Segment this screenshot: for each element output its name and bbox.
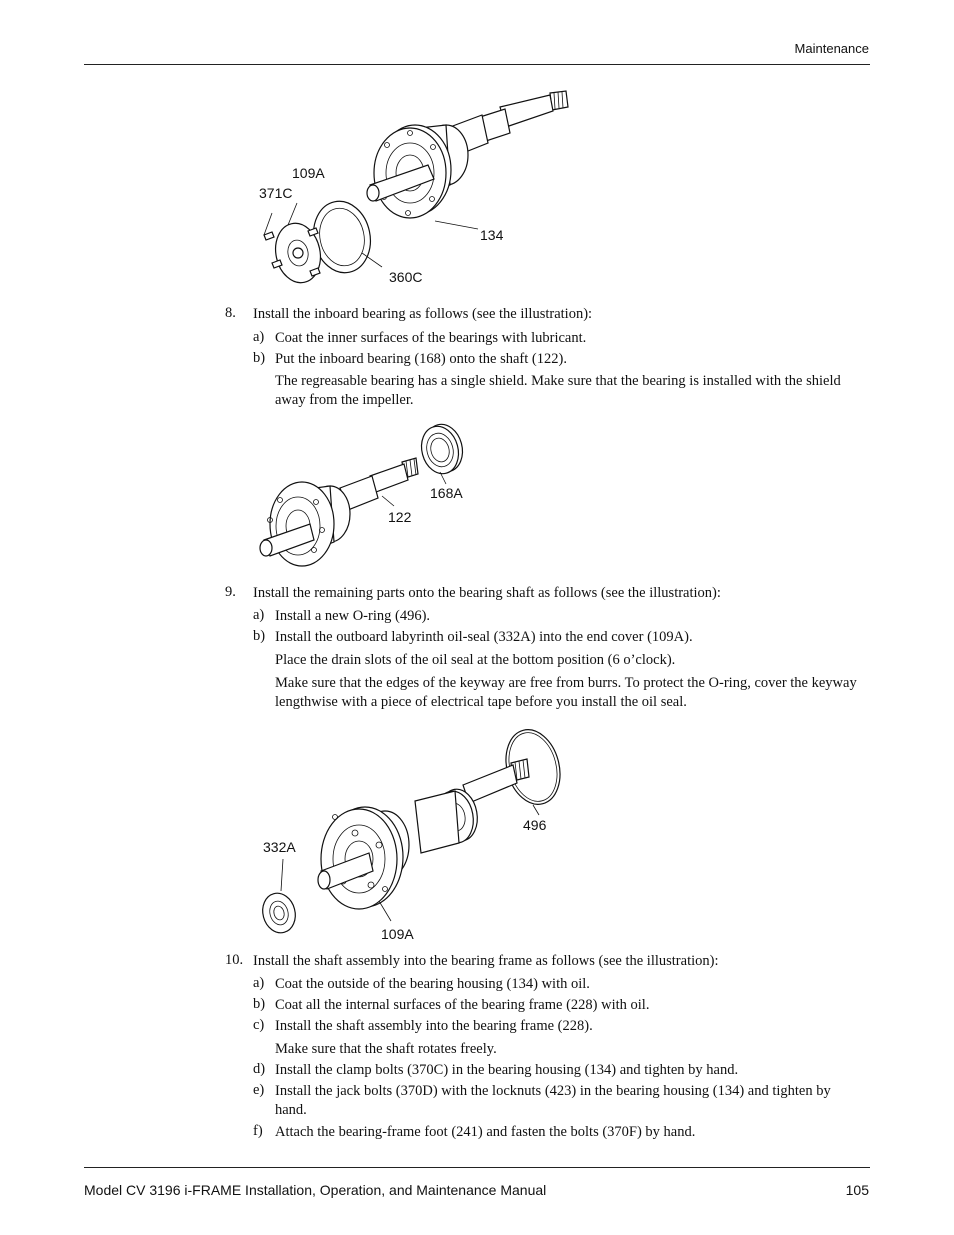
- substep-marker: b): [253, 628, 266, 644]
- substep-marker: b): [253, 996, 266, 1012]
- figure-oring-oilseal: [255, 725, 575, 945]
- running-header: Maintenance: [794, 41, 869, 56]
- substep-text: Install the outboard labyrinth oil-seal (332A) into the end cover (109A).: [275, 629, 693, 645]
- step-number: 8.: [225, 305, 236, 321]
- substep-text: Put the inboard bearing (168) onto the shaft (122).: [275, 351, 567, 367]
- callout-496: 496: [523, 817, 547, 833]
- substep-text: Install a new O-ring (496).: [275, 608, 431, 624]
- figure-bearing-housing-exploded: [250, 85, 580, 295]
- callout-109A: 109A: [381, 926, 414, 942]
- callout-122: 122: [388, 509, 412, 525]
- note-text: Make sure that the shaft rotates freely.: [275, 1041, 497, 1057]
- substep-marker: a): [253, 607, 265, 623]
- footer-page-number: 105: [845, 1182, 869, 1198]
- note-text: Place the drain slots of the oil seal at the bottom position (6 o’clock).: [275, 652, 676, 668]
- footer-rule: [84, 1167, 870, 1168]
- header-rule: [84, 64, 870, 65]
- callout-332A: 332A: [263, 839, 296, 855]
- substep-marker: b): [253, 350, 266, 366]
- note-text: The regreasable bearing has a single shield. Make sure that the bearing is installed with the shield away from the impeller.: [275, 373, 841, 408]
- substep-text: Coat all the internal surfaces of the bearing frame (228) with oil.: [275, 997, 650, 1013]
- step-text: Install the remaining parts onto the bearing shaft as follows (see the illustration):: [253, 585, 721, 601]
- figure-inboard-bearing: [250, 420, 480, 580]
- substep-marker: d): [253, 1061, 266, 1077]
- callout-371C: 371C: [259, 185, 293, 201]
- substep-text: Install the clamp bolts (370C) in the bearing housing (134) and tighten by hand.: [275, 1062, 739, 1078]
- substep-text: Attach the bearing-frame foot (241) and fasten the bolts (370F) by hand.: [275, 1124, 696, 1140]
- callout-109A: 109A: [292, 165, 325, 181]
- substep-text: Coat the inner surfaces of the bearings with lubricant.: [275, 330, 587, 346]
- callout-168A: 168A: [430, 485, 463, 501]
- note-text: Make sure that the edges of the keyway are free from burrs. To protect the O-ring, cover the keyway lengthwise with a piece of electrical tape before you install the oil seal.: [275, 675, 857, 710]
- step-text: Install the shaft assembly into the bearing frame as follows (see the illustration):: [253, 953, 719, 969]
- substep-marker: a): [253, 329, 265, 345]
- step-number: 9.: [225, 584, 236, 600]
- footer-manual-title: Model CV 3196 i-FRAME Installation, Operation, and Maintenance Manual: [84, 1182, 547, 1198]
- substep-marker: c): [253, 1017, 265, 1033]
- substep-text: Install the shaft assembly into the bearing frame (228).: [275, 1018, 593, 1034]
- substep-text: Install the jack bolts (370D) with the locknuts (423) in the bearing housing (134) and tighten by hand.: [275, 1083, 831, 1118]
- substep-marker: f): [253, 1123, 263, 1139]
- step-number: 10.: [225, 952, 244, 968]
- substep-marker: a): [253, 975, 265, 991]
- substep-text: Coat the outside of the bearing housing (134) with oil.: [275, 976, 590, 992]
- substep-marker: e): [253, 1082, 265, 1098]
- step-text: Install the inboard bearing as follows (see the illustration):: [253, 306, 593, 322]
- callout-134: 134: [480, 227, 504, 243]
- callout-360C: 360C: [389, 269, 423, 285]
